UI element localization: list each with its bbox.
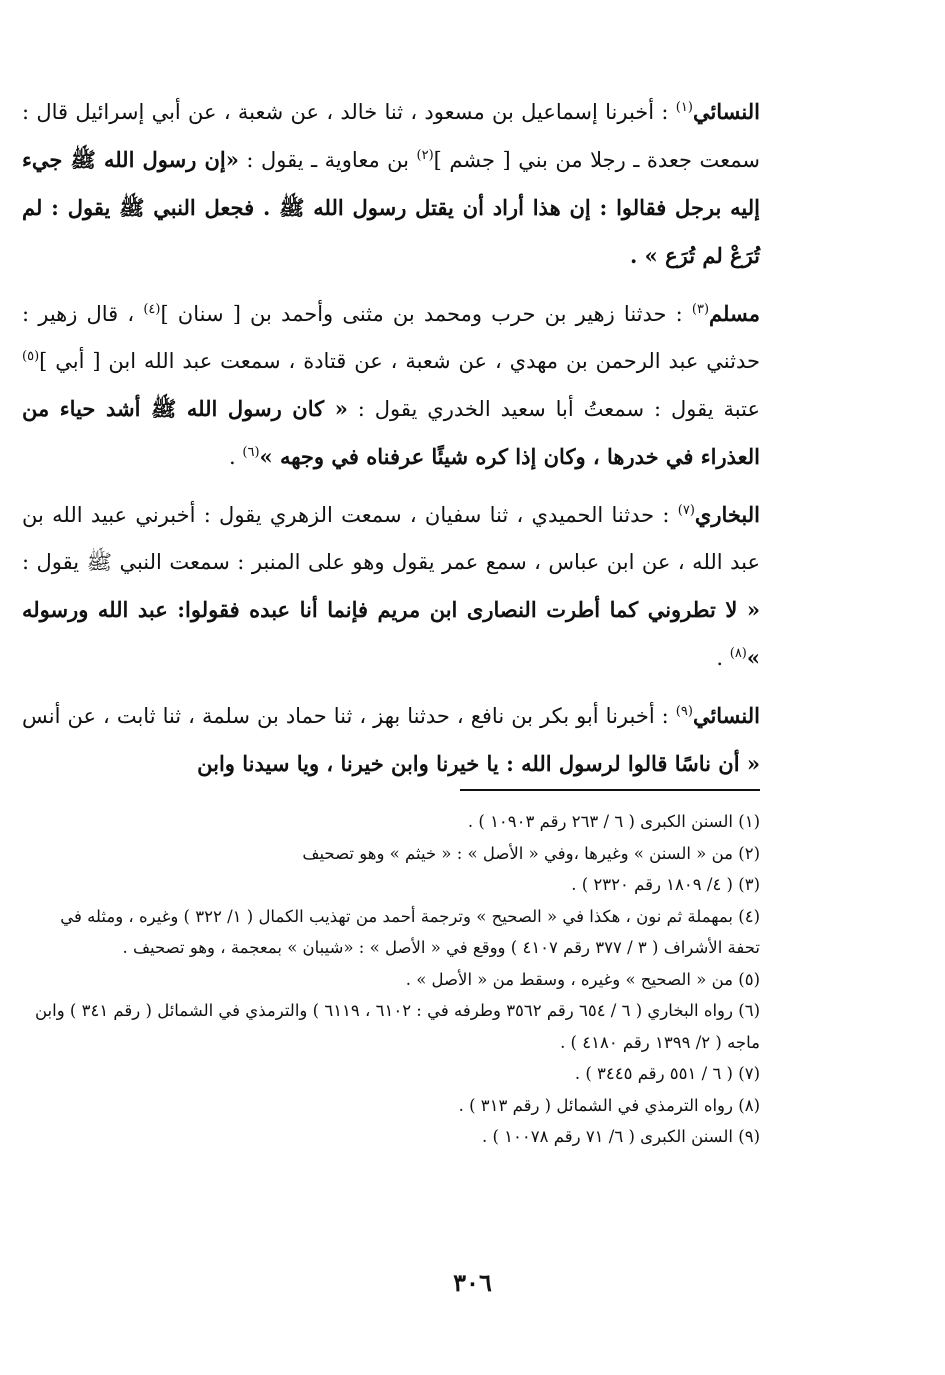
footnote-item <box>26 869 760 901</box>
hadith-entry-muslim <box>22 290 760 481</box>
source-name: النسائي <box>692 99 760 124</box>
footnote-ref[interactable]: (٢) <box>416 148 434 163</box>
footnote-text: السنن الكبرى ( ٦ / ٢٦٣ رقم ١٠٩٠٣ ) . <box>467 812 733 831</box>
source-name: البخاري <box>694 502 760 527</box>
source-name: النسائي <box>692 703 760 728</box>
hadith-entry-nasai-1 <box>22 88 760 280</box>
footnote-number: (٨) <box>738 1095 760 1115</box>
footnote-item <box>26 964 760 996</box>
main-text <box>22 88 760 798</box>
footnote-item <box>26 806 760 838</box>
punctuation: . <box>229 445 236 469</box>
hadith-entry-bukhari <box>22 491 760 682</box>
footnote-item <box>26 901 760 964</box>
footnote-number: (٩) <box>738 1127 760 1146</box>
isnad-text: : أخبرنا إسماعيل بن مسعود ، ثنا خالد ، عن شعبة ، عن أبي إسرائيل قال : سمعت جعدة ـ رجلا من بني [ جشم ] <box>22 100 760 172</box>
isnad-text: ، قال زهير : حدثني عبد الرحمن بن مهدي ، عن شعبة ، عن قتادة ، سمعت عبد الله ابن [ أبي ] <box>22 302 760 373</box>
footnote-number: (٣) <box>738 875 760 894</box>
page-number: ٣٠٦ <box>453 1268 492 1297</box>
footnote-text: ( ٦ / ٥٥١ رقم ٣٤٤٥ ) . <box>574 1064 733 1083</box>
footnote-text: من « الصحيح » وغيره ، وسقط من « الأصل » . <box>405 969 733 989</box>
footnote-ref[interactable]: (٨) <box>729 646 747 661</box>
footnote-ref[interactable]: (٥) <box>22 349 40 364</box>
hadith-text: « أن ناسًا قالوا لرسول الله : يا خيرنا وابن خيرنا ، ويا سيدنا وابن <box>197 751 760 776</box>
footnote-number: (٢) <box>738 843 760 863</box>
footnote-item <box>26 995 760 1058</box>
footnote-number: (٧) <box>738 1064 760 1083</box>
footnote-text: رواه البخاري ( ٦ / ٦٥٤ رقم ٣٥٦٢ وطرفه في : ٦١٠٢ ، ٦١١٩ ) والترمذي في الشمائل ( رقم ٣٤١ ) وابن ماجه ( ٢/ ١٣٩٩ رقم ٤١٨٠ ) . <box>34 1001 760 1052</box>
isnad-text: : أخبرنا أبو بكر بن نافع ، حدثنا بهز ، ثنا حماد بن سلمة ، ثنا ثابت ، عن أنس <box>22 704 669 728</box>
footnote-ref[interactable]: (٧) <box>677 503 695 518</box>
footnotes-section <box>26 806 760 1153</box>
hadith-text: «إن رسول الله ﷺ جيء إليه برجل فقالوا : إن هذا أراد أن يقتل رسول الله ﷺ . فجعل النبي ﷺ يقول : لم تُرَعْ لم تُرَع » . <box>22 147 760 268</box>
punctuation: . <box>716 646 724 670</box>
footnote-item <box>26 838 760 870</box>
footnote-item <box>26 1058 760 1090</box>
footnote-number: (١) <box>738 812 760 831</box>
isnad-text: : حدثنا زهير بن حرب ومحمد بن مثنى وأحمد بن [ سنان ] <box>160 302 683 326</box>
footnote-text: بمهملة ثم نون ، هكذا في « الصحيح » وترجمة أحمد من تهذيب الكمال ( ١/ ٣٢٢ ) وغيره ، ومثله في تحفة الأشراف ( ٣ / ٣٧٧ رقم ٤١٠٧ ) ووقع في « الأصل » : «شيبان » بمعجمة ، وهو تصحيف . <box>60 906 760 957</box>
source-name: مسلم <box>709 301 760 326</box>
hadith-text: « كان رسول الله ﷺ أشد حياء من العذراء في خدرها ، وكان إذا كره شيئًا عرفناه في وجهه » <box>22 396 760 469</box>
isnad-text: : حدثنا الحميدي ، ثنا سفيان ، سمعت الزهري يقول : أخبرني عبيد الله بن عبد الله ، عن ابن عباس ، سمع عمر يقول وهو على المنبر : سمعت النبي ﷺ يقول : <box>22 503 760 574</box>
footnote-ref[interactable]: (٦) <box>242 445 260 460</box>
footnote-ref[interactable]: (٣) <box>691 302 710 317</box>
hadith-text: « لا تطروني كما أطرت النصارى ابن مريم فإنما أنا عبده فقولوا: عبد الله ورسوله » <box>22 597 760 670</box>
hadith-entry-nasai-2 <box>22 692 760 788</box>
footnote-text: السنن الكبرى ( ٦/ ٧١ رقم ١٠٠٧٨ ) . <box>482 1127 733 1146</box>
footnote-item <box>26 1090 760 1122</box>
footnote-ref[interactable]: (٤) <box>143 302 161 317</box>
footnote-number: (٤) <box>738 906 760 926</box>
footnote-ref[interactable]: (٩) <box>675 704 693 719</box>
isnad-text: بن معاوية ـ يقول : <box>246 148 410 172</box>
footnote-divider <box>460 789 760 791</box>
footnote-text: رواه الترمذي في الشمائل ( رقم ٣١٣ ) . <box>458 1095 733 1115</box>
isnad-text: عتبة يقول : سمعتُ أبا سعيد الخدري يقول : <box>357 397 760 421</box>
footnote-text: ( ٤/ ١٨٠٩ رقم ٢٣٢٠ ) . <box>571 875 733 894</box>
footnote-ref[interactable]: (١) <box>675 100 693 115</box>
footnote-item <box>26 1121 760 1153</box>
footnote-number: (٥) <box>738 969 760 989</box>
footnote-text: من « السنن » وغيرها ،وفي « الأصل » : « خيثم » وهو تصحيف <box>302 843 733 863</box>
footnote-number: (٦) <box>738 1001 760 1020</box>
